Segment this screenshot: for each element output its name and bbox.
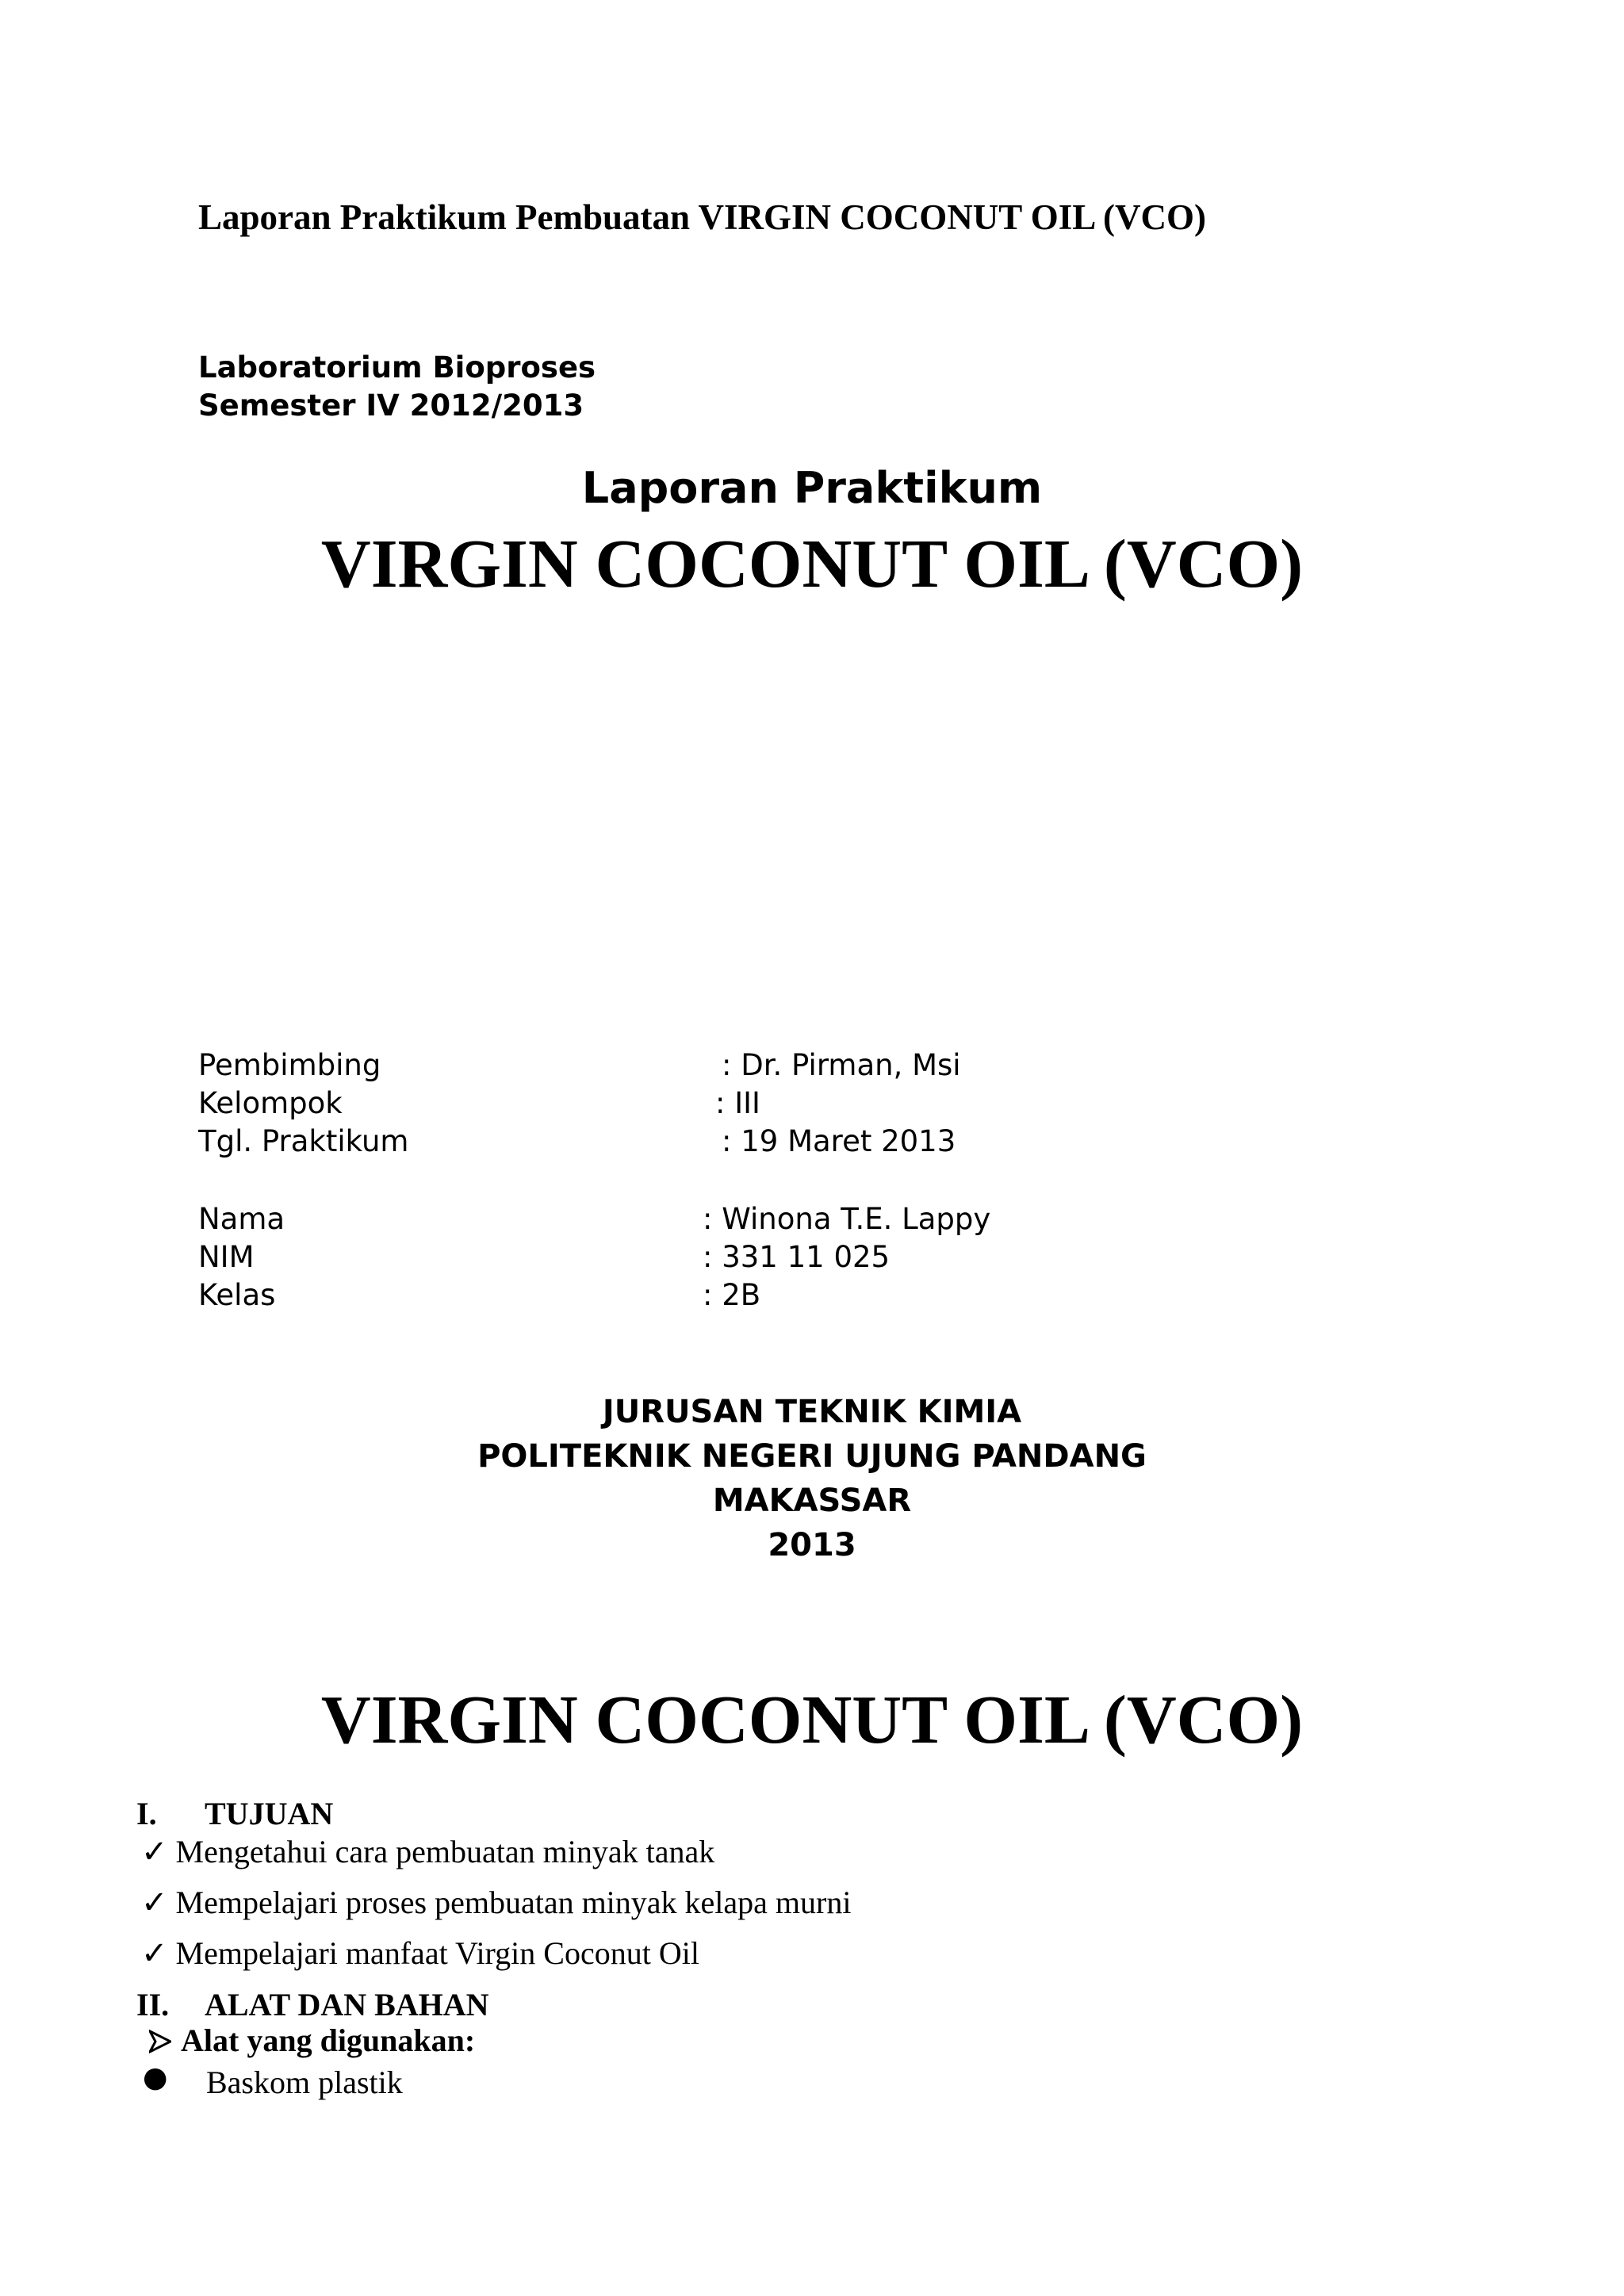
checkmark-icon: ✓ [141,1935,168,1972]
year: 2013 [768,1527,856,1563]
school-name: POLITEKNIK NEGERI UJUNG PANDANG [477,1438,1147,1475]
section-number-1: I. [136,1796,157,1831]
semester: Semester IV 2012/2013 [198,388,584,423]
section-number-2: II. [136,1987,170,2022]
subheading-alat: Alat yang digunakan: [149,2022,475,2059]
arrowhead-icon [149,2030,171,2053]
info-value-nama: : Winona T.E. Lappy [703,1202,991,1236]
section-title-alat-dan-bahan: ALAT DAN BAHAN [205,1987,489,2022]
list-item: ✓ Mempelajari proses pembuatan minyak kelapa murni [141,1885,852,1921]
list-item: ✓ Mengetahui cara pembuatan minyak tanak [141,1834,715,1870]
info-label-nama: Nama [198,1202,285,1236]
info-value-pembimbing: : Dr. Pirman, Msi [722,1048,961,1082]
cover-title: VIRGIN COCONUT OIL (VCO) [320,525,1304,602]
department-name: JURUSAN TEKNIK KIMIA [602,1394,1022,1430]
info-label-tgl-praktikum: Tgl. Praktikum [198,1124,409,1158]
info-value-kelompok: : III [715,1086,760,1120]
cover-subtitle: Laporan Praktikum [581,463,1043,513]
info-value-kelas: : 2B [703,1278,761,1312]
info-label-nim: NIM [198,1240,255,1274]
checkmark-icon: ✓ [141,1834,168,1870]
info-label-kelas: Kelas [198,1278,276,1312]
city-name: MAKASSAR [712,1483,912,1519]
list-item-text: Baskom plastik [206,2064,403,2100]
document-header: Laporan Praktikum Pembuatan VIRGIN COCONUT OIL (VCO) [198,197,1206,237]
info-label-pembimbing: Pembimbing [198,1048,381,1082]
section-title-tujuan: TUJUAN [205,1796,334,1831]
info-label-kelompok: Kelompok [198,1086,343,1120]
lab-name: Laboratorium Bioproses [198,350,596,385]
body-title: VIRGIN COCONUT OIL (VCO) [320,1681,1304,1758]
checkmark-icon: ✓ [141,1885,168,1921]
info-value-tgl-praktikum: : 19 Maret 2013 [722,1124,956,1158]
bullet-dot-icon: ● [143,2061,168,2094]
info-value-nim: : 331 11 025 [703,1240,891,1274]
list-item: ✓ Mempelajari manfaat Virgin Coconut Oil [141,1935,699,1972]
